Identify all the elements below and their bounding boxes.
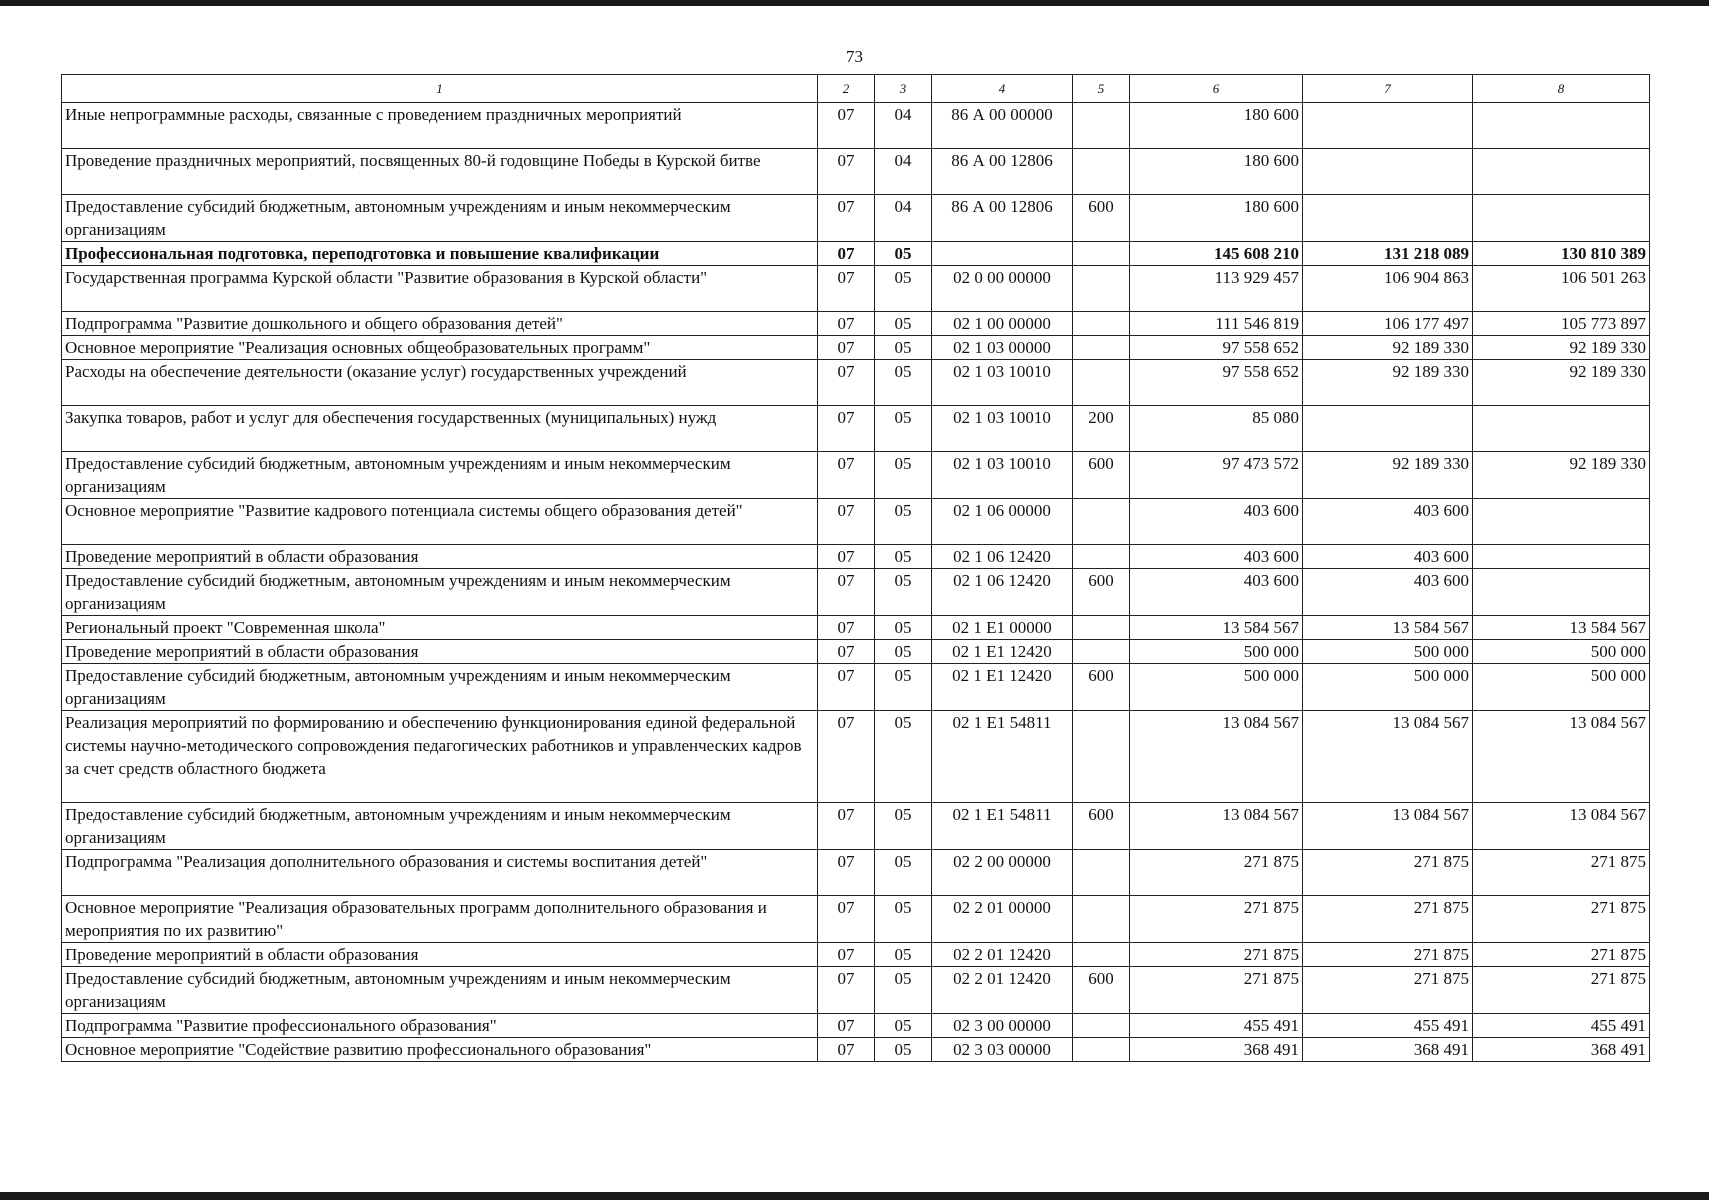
row-amount-col8: 455 491 bbox=[1473, 1014, 1650, 1038]
column-header-6: 6 bbox=[1130, 75, 1303, 103]
row-amount-col6: 111 546 819 bbox=[1130, 312, 1303, 336]
row-amount-col7: 368 491 bbox=[1303, 1038, 1473, 1062]
row-expense-type: 600 bbox=[1073, 803, 1130, 850]
row-amount-col7: 13 584 567 bbox=[1303, 616, 1473, 640]
row-expense-type bbox=[1073, 242, 1130, 266]
table-row bbox=[62, 1014, 1650, 1038]
row-section-code: 07 bbox=[818, 312, 875, 336]
row-target-article: 02 2 01 12420 bbox=[932, 943, 1073, 967]
row-target-article: 02 1 00 00000 bbox=[932, 312, 1073, 336]
page-number: 73 bbox=[846, 47, 863, 66]
row-target-article: 02 2 01 12420 bbox=[932, 967, 1073, 1014]
row-target-article: 02 1 Е1 00000 bbox=[932, 616, 1073, 640]
row-name: Подпрограмма "Реализация дополнительного образования и системы воспитания детей" bbox=[62, 850, 818, 896]
column-header-8: 8 bbox=[1473, 75, 1650, 103]
row-amount-col7: 92 189 330 bbox=[1303, 336, 1473, 360]
row-amount-col8: 92 189 330 bbox=[1473, 336, 1650, 360]
row-amount-col6: 13 584 567 bbox=[1130, 616, 1303, 640]
row-target-article: 02 1 03 10010 bbox=[932, 452, 1073, 499]
row-amount-col6: 180 600 bbox=[1130, 149, 1303, 195]
row-subsection-code: 05 bbox=[875, 360, 932, 406]
row-amount-col6: 97 473 572 bbox=[1130, 452, 1303, 499]
row-amount-col7: 403 600 bbox=[1303, 499, 1473, 545]
row-target-article: 02 1 Е1 54811 bbox=[932, 711, 1073, 803]
table-row bbox=[62, 616, 1650, 640]
row-target-article: 02 3 03 00000 bbox=[932, 1038, 1073, 1062]
row-name: Иные непрограммные расходы, связанные с проведением праздничных мероприятий bbox=[62, 103, 818, 149]
row-expense-type bbox=[1073, 1038, 1130, 1062]
row-section-code: 07 bbox=[818, 616, 875, 640]
row-name: Расходы на обеспечение деятельности (оказание услуг) государственных учреждений bbox=[62, 360, 818, 406]
row-subsection-code: 05 bbox=[875, 664, 932, 711]
row-amount-col7: 131 218 089 bbox=[1303, 242, 1473, 266]
table-row bbox=[62, 569, 1650, 616]
row-section-code: 07 bbox=[818, 499, 875, 545]
table-row bbox=[62, 1038, 1650, 1062]
row-amount-col7: 13 084 567 bbox=[1303, 711, 1473, 803]
row-name: Подпрограмма "Развитие профессионального образования" bbox=[62, 1014, 818, 1038]
row-expense-type bbox=[1073, 616, 1130, 640]
table-row bbox=[62, 452, 1650, 499]
row-target-article: 86 А 00 12806 bbox=[932, 149, 1073, 195]
row-amount-col7: 271 875 bbox=[1303, 943, 1473, 967]
column-header-7: 7 bbox=[1303, 75, 1473, 103]
table-row bbox=[62, 640, 1650, 664]
row-amount-col6: 97 558 652 bbox=[1130, 336, 1303, 360]
row-expense-type bbox=[1073, 103, 1130, 149]
budget-table bbox=[61, 74, 1650, 1062]
row-amount-col8: 106 501 263 bbox=[1473, 266, 1650, 312]
row-section-code: 07 bbox=[818, 1038, 875, 1062]
row-amount-col7 bbox=[1303, 195, 1473, 242]
row-amount-col8 bbox=[1473, 499, 1650, 545]
row-amount-col7: 271 875 bbox=[1303, 967, 1473, 1014]
row-section-code: 07 bbox=[818, 103, 875, 149]
row-amount-col8: 271 875 bbox=[1473, 943, 1650, 967]
row-name: Предоставление субсидий бюджетным, автономным учреждениям и иным некоммерческим организациям bbox=[62, 195, 818, 242]
row-section-code: 07 bbox=[818, 850, 875, 896]
row-section-code: 07 bbox=[818, 545, 875, 569]
row-amount-col7: 13 084 567 bbox=[1303, 803, 1473, 850]
row-subsection-code: 05 bbox=[875, 406, 932, 452]
row-target-article: 86 А 00 00000 bbox=[932, 103, 1073, 149]
row-amount-col8 bbox=[1473, 195, 1650, 242]
table-row bbox=[62, 242, 1650, 266]
table-row bbox=[62, 336, 1650, 360]
row-subsection-code: 05 bbox=[875, 499, 932, 545]
column-header-row bbox=[62, 75, 1650, 103]
row-amount-col7 bbox=[1303, 103, 1473, 149]
row-amount-col7: 106 177 497 bbox=[1303, 312, 1473, 336]
row-expense-type bbox=[1073, 499, 1130, 545]
row-expense-type bbox=[1073, 266, 1130, 312]
row-amount-col7: 92 189 330 bbox=[1303, 452, 1473, 499]
table-row bbox=[62, 967, 1650, 1014]
row-name: Предоставление субсидий бюджетным, автономным учреждениям и иным некоммерческим организациям bbox=[62, 664, 818, 711]
row-target-article: 02 1 03 00000 bbox=[932, 336, 1073, 360]
row-target-article: 02 1 Е1 54811 bbox=[932, 803, 1073, 850]
row-amount-col8: 130 810 389 bbox=[1473, 242, 1650, 266]
row-expense-type bbox=[1073, 1014, 1130, 1038]
row-expense-type bbox=[1073, 943, 1130, 967]
row-amount-col8: 271 875 bbox=[1473, 967, 1650, 1014]
table-row bbox=[62, 312, 1650, 336]
row-section-code: 07 bbox=[818, 336, 875, 360]
row-target-article: 02 1 Е1 12420 bbox=[932, 664, 1073, 711]
row-subsection-code: 04 bbox=[875, 195, 932, 242]
column-header-4: 4 bbox=[932, 75, 1073, 103]
row-section-code: 07 bbox=[818, 569, 875, 616]
row-amount-col8: 92 189 330 bbox=[1473, 360, 1650, 406]
row-subsection-code: 05 bbox=[875, 967, 932, 1014]
row-target-article: 02 1 06 00000 bbox=[932, 499, 1073, 545]
row-section-code: 07 bbox=[818, 967, 875, 1014]
row-name: Проведение мероприятий в области образования bbox=[62, 943, 818, 967]
row-section-code: 07 bbox=[818, 1014, 875, 1038]
table-row bbox=[62, 406, 1650, 452]
row-amount-col6: 455 491 bbox=[1130, 1014, 1303, 1038]
row-amount-col6: 13 084 567 bbox=[1130, 711, 1303, 803]
row-amount-col8: 105 773 897 bbox=[1473, 312, 1650, 336]
row-expense-type bbox=[1073, 640, 1130, 664]
scan-edge-top bbox=[0, 0, 1709, 6]
row-amount-col8 bbox=[1473, 103, 1650, 149]
row-amount-col8: 271 875 bbox=[1473, 896, 1650, 943]
table-row bbox=[62, 545, 1650, 569]
row-amount-col6: 403 600 bbox=[1130, 569, 1303, 616]
row-section-code: 07 bbox=[818, 242, 875, 266]
row-subsection-code: 05 bbox=[875, 452, 932, 499]
row-amount-col7: 92 189 330 bbox=[1303, 360, 1473, 406]
row-subsection-code: 05 bbox=[875, 569, 932, 616]
row-expense-type bbox=[1073, 711, 1130, 803]
row-amount-col7: 271 875 bbox=[1303, 896, 1473, 943]
row-amount-col7 bbox=[1303, 406, 1473, 452]
row-subsection-code: 05 bbox=[875, 616, 932, 640]
column-header-1: 1 bbox=[62, 75, 818, 103]
table-row bbox=[62, 711, 1650, 803]
row-subsection-code: 05 bbox=[875, 266, 932, 312]
row-name: Основное мероприятие "Содействие развитию профессионального образования" bbox=[62, 1038, 818, 1062]
row-section-code: 07 bbox=[818, 896, 875, 943]
row-name: Профессиональная подготовка, переподготовка и повышение квалификации bbox=[62, 242, 818, 266]
row-amount-col8: 500 000 bbox=[1473, 640, 1650, 664]
row-amount-col6: 97 558 652 bbox=[1130, 360, 1303, 406]
row-section-code: 07 bbox=[818, 266, 875, 312]
row-name: Реализация мероприятий по формированию и обеспечению функционирования единой федеральной системы научно-методического сопровождения педагогических работников и управленческих кадров за счет средств областного бюджета bbox=[62, 711, 818, 803]
row-expense-type bbox=[1073, 896, 1130, 943]
column-header-3: 3 bbox=[875, 75, 932, 103]
row-amount-col8 bbox=[1473, 406, 1650, 452]
row-section-code: 07 bbox=[818, 640, 875, 664]
row-subsection-code: 05 bbox=[875, 242, 932, 266]
column-header-5: 5 bbox=[1073, 75, 1130, 103]
row-target-article: 02 1 03 10010 bbox=[932, 406, 1073, 452]
row-expense-type bbox=[1073, 850, 1130, 896]
row-amount-col6: 271 875 bbox=[1130, 967, 1303, 1014]
row-name: Проведение мероприятий в области образования bbox=[62, 640, 818, 664]
row-name: Основное мероприятие "Реализация основных общеобразовательных программ" bbox=[62, 336, 818, 360]
row-expense-type bbox=[1073, 149, 1130, 195]
table-row bbox=[62, 103, 1650, 149]
row-amount-col7: 403 600 bbox=[1303, 545, 1473, 569]
row-section-code: 07 bbox=[818, 943, 875, 967]
row-target-article bbox=[932, 242, 1073, 266]
row-amount-col6: 145 608 210 bbox=[1130, 242, 1303, 266]
row-subsection-code: 04 bbox=[875, 103, 932, 149]
row-section-code: 07 bbox=[818, 803, 875, 850]
row-target-article: 02 1 06 12420 bbox=[932, 569, 1073, 616]
table-row bbox=[62, 896, 1650, 943]
row-amount-col8 bbox=[1473, 545, 1650, 569]
row-amount-col6: 403 600 bbox=[1130, 545, 1303, 569]
table-row bbox=[62, 149, 1650, 195]
row-name: Закупка товаров, работ и услуг для обеспечения государственных (муниципальных) нужд bbox=[62, 406, 818, 452]
column-header-2: 2 bbox=[818, 75, 875, 103]
table-row bbox=[62, 664, 1650, 711]
row-expense-type: 600 bbox=[1073, 664, 1130, 711]
row-subsection-code: 05 bbox=[875, 803, 932, 850]
row-amount-col6: 113 929 457 bbox=[1130, 266, 1303, 312]
row-amount-col6: 271 875 bbox=[1130, 896, 1303, 943]
scan-edge-bottom bbox=[0, 1192, 1709, 1200]
row-amount-col7: 455 491 bbox=[1303, 1014, 1473, 1038]
table-row bbox=[62, 850, 1650, 896]
row-expense-type bbox=[1073, 336, 1130, 360]
row-amount-col8 bbox=[1473, 569, 1650, 616]
row-amount-col6: 271 875 bbox=[1130, 943, 1303, 967]
row-amount-col7: 500 000 bbox=[1303, 640, 1473, 664]
row-expense-type bbox=[1073, 312, 1130, 336]
row-name: Предоставление субсидий бюджетным, автономным учреждениям и иным некоммерческим организациям bbox=[62, 569, 818, 616]
row-amount-col6: 500 000 bbox=[1130, 640, 1303, 664]
row-subsection-code: 05 bbox=[875, 640, 932, 664]
row-amount-col6: 13 084 567 bbox=[1130, 803, 1303, 850]
row-amount-col8: 13 584 567 bbox=[1473, 616, 1650, 640]
row-amount-col8: 271 875 bbox=[1473, 850, 1650, 896]
row-amount-col7: 403 600 bbox=[1303, 569, 1473, 616]
row-section-code: 07 bbox=[818, 664, 875, 711]
row-target-article: 02 2 01 00000 bbox=[932, 896, 1073, 943]
row-amount-col8: 13 084 567 bbox=[1473, 711, 1650, 803]
table-row bbox=[62, 943, 1650, 967]
row-name: Основное мероприятие "Реализация образовательных программ дополнительного образования и мероприятия по их развитию" bbox=[62, 896, 818, 943]
row-expense-type: 600 bbox=[1073, 569, 1130, 616]
row-target-article: 86 А 00 12806 bbox=[932, 195, 1073, 242]
row-section-code: 07 bbox=[818, 711, 875, 803]
table-row bbox=[62, 499, 1650, 545]
row-subsection-code: 05 bbox=[875, 711, 932, 803]
row-section-code: 07 bbox=[818, 406, 875, 452]
row-subsection-code: 05 bbox=[875, 545, 932, 569]
row-amount-col6: 403 600 bbox=[1130, 499, 1303, 545]
row-amount-col8: 92 189 330 bbox=[1473, 452, 1650, 499]
row-amount-col7: 271 875 bbox=[1303, 850, 1473, 896]
row-subsection-code: 05 bbox=[875, 896, 932, 943]
row-target-article: 02 1 06 12420 bbox=[932, 545, 1073, 569]
row-amount-col7: 106 904 863 bbox=[1303, 266, 1473, 312]
row-name: Предоставление субсидий бюджетным, автономным учреждениям и иным некоммерческим организациям bbox=[62, 967, 818, 1014]
row-amount-col6: 271 875 bbox=[1130, 850, 1303, 896]
row-target-article: 02 2 00 00000 bbox=[932, 850, 1073, 896]
row-target-article: 02 1 03 10010 bbox=[932, 360, 1073, 406]
row-amount-col6: 180 600 bbox=[1130, 195, 1303, 242]
table-body bbox=[62, 103, 1650, 1062]
row-name: Региональный проект "Современная школа" bbox=[62, 616, 818, 640]
row-amount-col6: 368 491 bbox=[1130, 1038, 1303, 1062]
row-amount-col7 bbox=[1303, 149, 1473, 195]
row-name: Предоставление субсидий бюджетным, автономным учреждениям и иным некоммерческим организациям bbox=[62, 452, 818, 499]
row-amount-col6: 85 080 bbox=[1130, 406, 1303, 452]
row-name: Подпрограмма "Развитие дошкольного и общего образования детей" bbox=[62, 312, 818, 336]
row-name: Предоставление субсидий бюджетным, автономным учреждениям и иным некоммерческим организациям bbox=[62, 803, 818, 850]
row-expense-type bbox=[1073, 360, 1130, 406]
row-subsection-code: 05 bbox=[875, 1038, 932, 1062]
row-amount-col8: 13 084 567 bbox=[1473, 803, 1650, 850]
row-amount-col6: 180 600 bbox=[1130, 103, 1303, 149]
table-row bbox=[62, 195, 1650, 242]
row-expense-type: 600 bbox=[1073, 967, 1130, 1014]
row-name: Государственная программа Курской области "Развитие образования в Курской области" bbox=[62, 266, 818, 312]
row-name: Проведение мероприятий в области образования bbox=[62, 545, 818, 569]
row-amount-col8: 368 491 bbox=[1473, 1038, 1650, 1062]
row-expense-type: 200 bbox=[1073, 406, 1130, 452]
row-section-code: 07 bbox=[818, 195, 875, 242]
row-section-code: 07 bbox=[818, 360, 875, 406]
row-section-code: 07 bbox=[818, 452, 875, 499]
row-expense-type: 600 bbox=[1073, 195, 1130, 242]
table-row bbox=[62, 360, 1650, 406]
row-subsection-code: 05 bbox=[875, 850, 932, 896]
row-subsection-code: 05 bbox=[875, 943, 932, 967]
row-amount-col6: 500 000 bbox=[1130, 664, 1303, 711]
table-row bbox=[62, 266, 1650, 312]
row-expense-type bbox=[1073, 545, 1130, 569]
row-subsection-code: 05 bbox=[875, 1014, 932, 1038]
row-subsection-code: 05 bbox=[875, 336, 932, 360]
row-target-article: 02 1 Е1 12420 bbox=[932, 640, 1073, 664]
row-name: Проведение праздничных мероприятий, посвященных 80-й годовщине Победы в Курской битве bbox=[62, 149, 818, 195]
row-section-code: 07 bbox=[818, 149, 875, 195]
row-target-article: 02 3 00 00000 bbox=[932, 1014, 1073, 1038]
table-row bbox=[62, 803, 1650, 850]
row-amount-col8 bbox=[1473, 149, 1650, 195]
row-target-article: 02 0 00 00000 bbox=[932, 266, 1073, 312]
row-name: Основное мероприятие "Развитие кадрового потенциала системы общего образования детей" bbox=[62, 499, 818, 545]
row-subsection-code: 05 bbox=[875, 312, 932, 336]
row-amount-col8: 500 000 bbox=[1473, 664, 1650, 711]
row-amount-col7: 500 000 bbox=[1303, 664, 1473, 711]
row-subsection-code: 04 bbox=[875, 149, 932, 195]
row-expense-type: 600 bbox=[1073, 452, 1130, 499]
